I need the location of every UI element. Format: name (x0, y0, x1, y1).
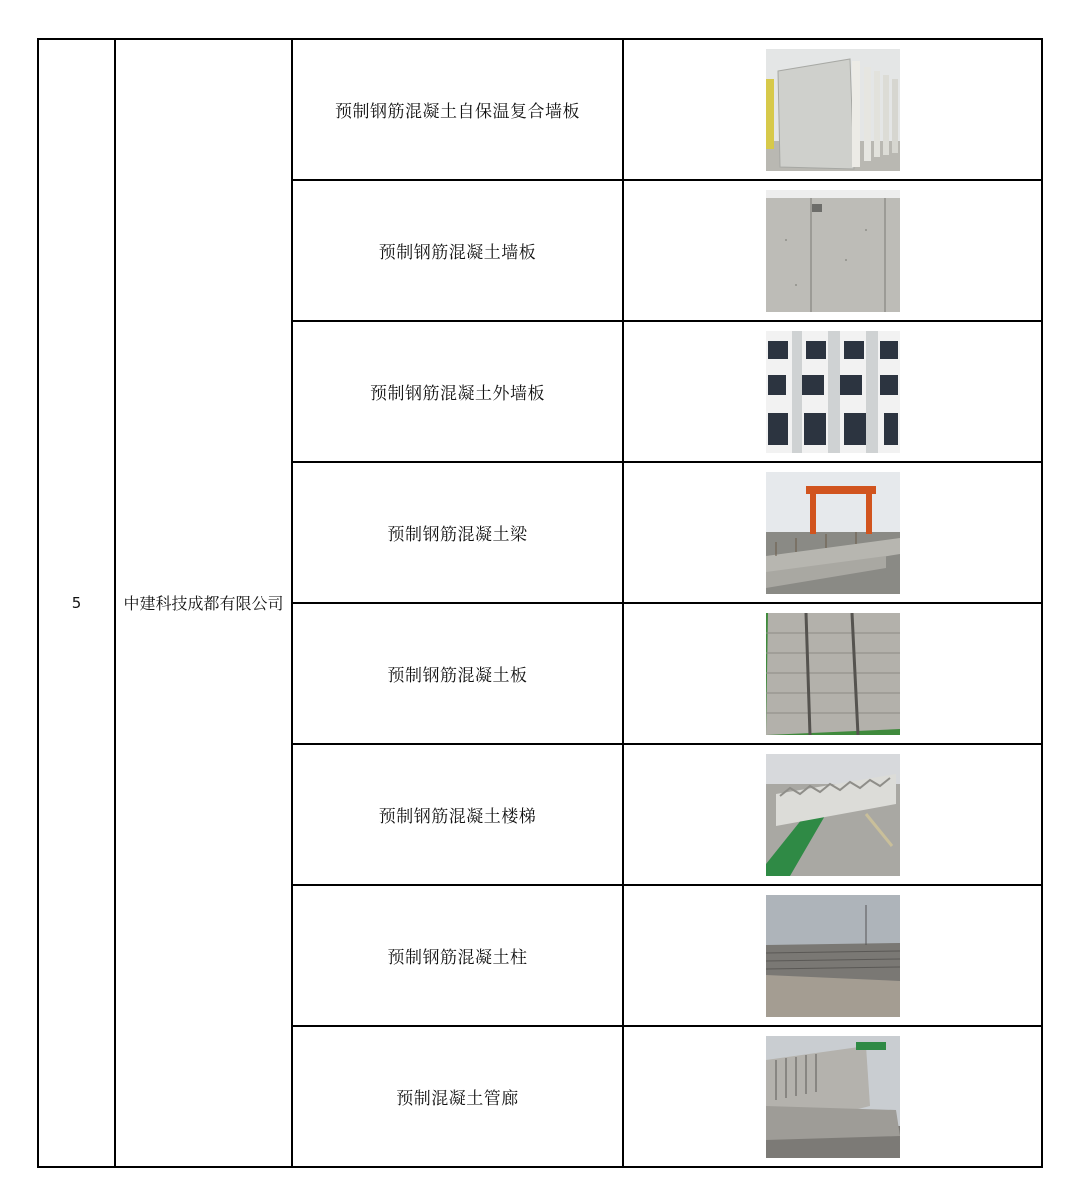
product-photo-cell (623, 603, 1042, 744)
table-row (38, 39, 1042, 180)
stair-photo (766, 754, 900, 876)
product-name-cell: 预制钢筋混凝土楼梯 (292, 744, 623, 885)
row-index-cell: 5 (38, 39, 115, 1167)
product-photo-cell (623, 462, 1042, 603)
product-photo-cell (623, 744, 1042, 885)
column-photo (766, 895, 900, 1017)
company-name-cell: 中建科技成都有限公司 (115, 39, 292, 1167)
wall-panel-photo (766, 190, 900, 312)
product-photo-cell (623, 180, 1042, 321)
product-name-cell: 预制钢筋混凝土梁 (292, 462, 623, 603)
product-name-cell: 预制钢筋混凝土柱 (292, 885, 623, 1026)
product-photo-cell (623, 885, 1042, 1026)
beam-photo (766, 472, 900, 594)
utility-tunnel-photo (766, 1036, 900, 1158)
product-name-cell: 预制钢筋混凝土自保温复合墙板 (292, 39, 623, 180)
product-name-cell: 预制钢筋混凝土外墙板 (292, 321, 623, 462)
product-name-cell: 预制混凝土管廊 (292, 1026, 623, 1167)
wall-panel-photo (766, 49, 900, 171)
product-table (37, 38, 1043, 1168)
product-photo-cell (623, 39, 1042, 180)
facade-panel-photo (766, 331, 900, 453)
product-name-cell: 预制钢筋混凝土墙板 (292, 180, 623, 321)
slab-photo (766, 613, 900, 735)
product-photo-cell (623, 1026, 1042, 1167)
product-photo-cell (623, 321, 1042, 462)
product-name-cell: 预制钢筋混凝土板 (292, 603, 623, 744)
